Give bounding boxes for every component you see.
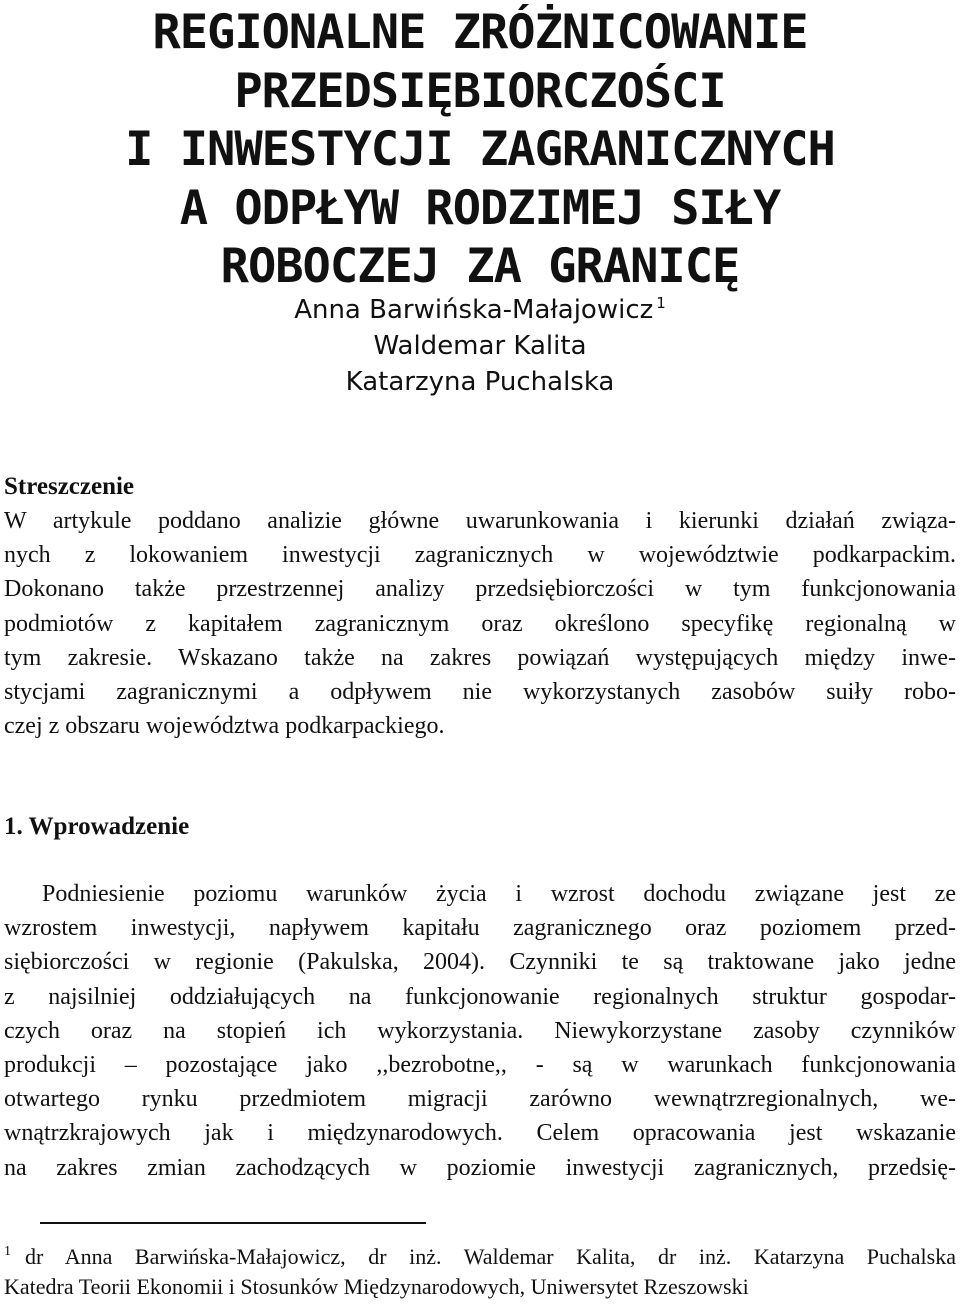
paragraph-line: siębiorczości w regionie (Pakulska, 2004). Czynniki te są traktowane jako jedne	[4, 949, 956, 976]
paragraph-line: produkcji – pozostające jako ,,bezrobotne,, - są w warunkach funkcjonowania	[4, 1051, 956, 1078]
abstract-line: Dokonano także przestrzennej analizy przedsiębiorczości w tym funkcjonowania	[4, 576, 956, 603]
paper-title	[0, 4, 960, 297]
paragraph-line: na zakres zmian zachodzących w poziomie inwestycji zagranicznych, przedsię-	[4, 1154, 956, 1181]
title-line: ROBOCZEJ ZA GRANICĘ	[220, 239, 740, 294]
title-line: I INWESTYCJI ZAGRANICZNYCH	[125, 122, 835, 177]
footnote-text: dr Anna Barwińska-Małajowicz, dr inż. Waldemar Kalita, dr inż. Katarzyna Puchalska	[25, 1244, 956, 1269]
section-heading: 1. Wprowadzenie	[4, 813, 190, 840]
paragraph-line: Podniesienie poziomu warunków życia i wzrost dochodu związane jest ze	[42, 881, 956, 907]
author-list	[0, 292, 960, 400]
footnote-line	[4, 1242, 956, 1272]
author-second: Waldemar Kalita	[373, 331, 587, 361]
footnote-marker: 1	[656, 294, 666, 312]
abstract-line: podmiotów z kapitałem zagranicznym oraz określono specyfikę regionalną w	[4, 610, 956, 637]
abstract-heading: Streszczenie	[4, 473, 135, 500]
title-line: A ODPŁYW RODZIMEJ SIŁY	[179, 180, 781, 236]
footnote-marker: 1	[4, 1244, 11, 1259]
author-name: Anna Barwińska-Małajowicz	[294, 295, 654, 325]
abstract-line: nych z lokowaniem inwestycji zagranicznych w województwie podkarpackim.	[4, 542, 956, 569]
author-third: Katarzyna Puchalska	[345, 367, 615, 397]
paragraph-line: otwartego rynku przedmiotem migracji zarówno wewnątrzregionalnych, we-	[4, 1086, 956, 1113]
paragraph-line: wnątrzkrajowych jak i międzynarodowych. Celem opracowania jest wskazanie	[4, 1120, 956, 1147]
paragraph-line: z najsilniej oddziałujących na funkcjonowanie regionalnych struktur gospodar-	[4, 983, 956, 1010]
abstract-line: W artykule poddano analizie główne uwarunkowania i kierunki działań związa-	[4, 508, 956, 534]
paragraph-line: czych oraz na stopień ich wykorzystania. Niewykorzystane zasoby czynników	[4, 1017, 956, 1044]
section-body	[4, 877, 956, 1185]
footnote	[4, 1242, 956, 1302]
footnote-line: Katedra Teorii Ekonomii i Stosunków Międzynarodowych, Uniwersytet Rzeszowski	[4, 1274, 749, 1299]
abstract-line: czej z obszaru województwa podkarpackiego.	[4, 713, 445, 740]
abstract-body	[4, 504, 956, 743]
footnote-divider	[40, 1222, 426, 1224]
paragraph-line: wzrostem inwestycji, napływem kapitału zagranicznego oraz poziomem przed-	[4, 915, 956, 942]
abstract-line: tym zakresie. Wskazano także na zakres powiązań występujących między inwe-	[4, 644, 956, 671]
author-first	[0, 292, 960, 328]
abstract-line: stycjami zagranicznymi a odpływem nie wykorzystanych zasobów suiły robo-	[4, 678, 956, 705]
title-line: REGIONALNE ZRÓŻNICOWANIE	[152, 5, 808, 60]
title-line: PRZEDSIĘBIORCZOŚCI	[234, 63, 726, 119]
